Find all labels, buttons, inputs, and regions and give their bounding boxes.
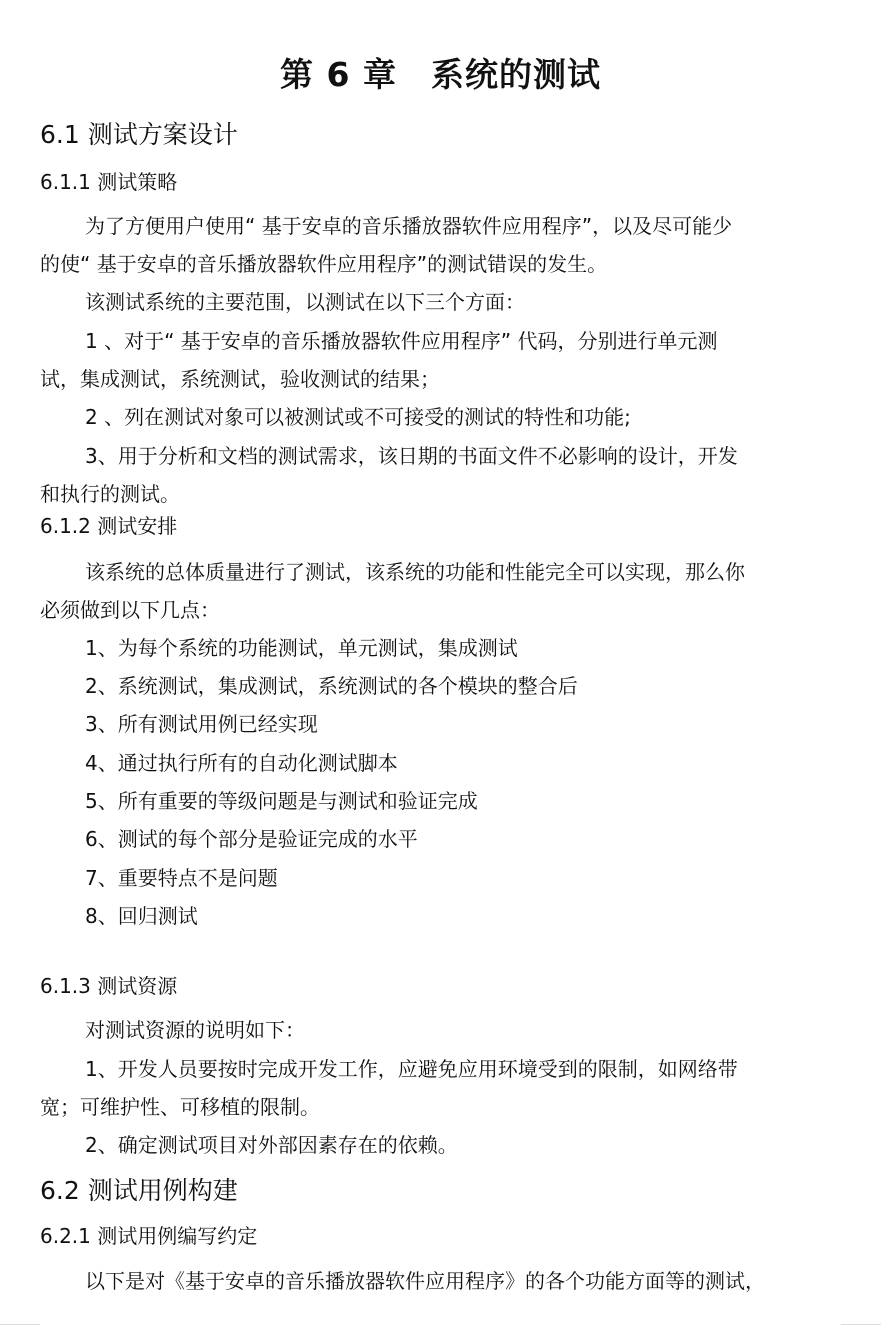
section-6-1-1-heading: 6.1.1 测试策略 (40, 170, 178, 194)
page-corner-mark (0, 1324, 40, 1328)
chapter-title: 第 6 章 系统的测试 (280, 55, 601, 94)
list-item: 5、所有重要的等级问题是与测试和验证完成 (85, 789, 478, 813)
paragraph-scope: 该测试系统的主要范围，以测试在以下三个方面： (85, 290, 525, 314)
paragraph-arrangement-intro (40, 553, 840, 629)
list-item: 8、回归测试 (85, 904, 198, 928)
paragraph-scope-item-2: 2 、列在测试对象可以被测试或不可接受的测试的特性和功能; (85, 405, 631, 429)
list-item: 1、为每个系统的功能测试，单元测试，集成测试 (85, 636, 518, 660)
page-corner-mark (841, 1324, 881, 1328)
list-item: 6、测试的每个部分是验证完成的水平 (85, 827, 418, 851)
paragraph-line: 3、用于分析和文档的测试需求，该日期的书面文件不必影响的设计，开发 (85, 444, 738, 468)
paragraph-line: 宽；可维护性、可移植的限制。 (40, 1095, 320, 1119)
paragraph-strategy-intro (40, 207, 840, 283)
paragraph-scope-item-1 (40, 322, 840, 398)
paragraph-scope-item-3 (40, 437, 840, 513)
list-item: 3、所有测试用例已经实现 (85, 712, 318, 736)
paragraph-line: 和执行的测试。 (40, 482, 180, 506)
paragraph-line: 的使“ 基于安卓的音乐播放器软件应用程序”的测试错误的发生。 (40, 252, 608, 276)
paragraph-testcase-intro: 以下是对《基于安卓的音乐播放器软件应用程序》的各个功能方面等的测试， (85, 1269, 765, 1293)
list-item: 7、重要特点不是问题 (85, 866, 278, 890)
paragraph-resources-intro: 对测试资源的说明如下： (85, 1018, 305, 1042)
paragraph-line: 必须做到以下几点： (40, 598, 220, 622)
list-item: 2、系统测试，集成测试，系统测试的各个模块的整合后 (85, 674, 578, 698)
paragraph-resources-item-1 (40, 1050, 840, 1126)
section-6-1-2-heading: 6.1.2 测试安排 (40, 514, 178, 538)
section-6-1-3-heading: 6.1.3 测试资源 (40, 974, 178, 998)
paragraph-line: 试，集成测试，系统测试，验收测试的结果； (40, 367, 440, 391)
section-6-1-heading: 6.1 测试方案设计 (40, 120, 238, 149)
paragraph-line: 1、开发人员要按时完成开发工作，应避免应用环境受到的限制，如网络带 (85, 1057, 738, 1081)
paragraph-line: 该系统的总体质量进行了测试，该系统的功能和性能完全可以实现，那么你 (85, 560, 745, 584)
section-6-2-1-heading: 6.2.1 测试用例编写约定 (40, 1224, 258, 1248)
section-6-2-heading: 6.2 测试用例构建 (40, 1176, 238, 1205)
paragraph-line: 为了方便用户使用“ 基于安卓的音乐播放器软件应用程序”，以及尽可能少 (85, 214, 733, 238)
paragraph-line: 1 、对于“ 基于安卓的音乐播放器软件应用程序” 代码，分别进行单元测 (85, 329, 718, 353)
paragraph-resources-item-2: 2、确定测试项目对外部因素存在的依赖。 (85, 1133, 458, 1157)
list-item: 4、通过执行所有的自动化测试脚本 (85, 751, 398, 775)
